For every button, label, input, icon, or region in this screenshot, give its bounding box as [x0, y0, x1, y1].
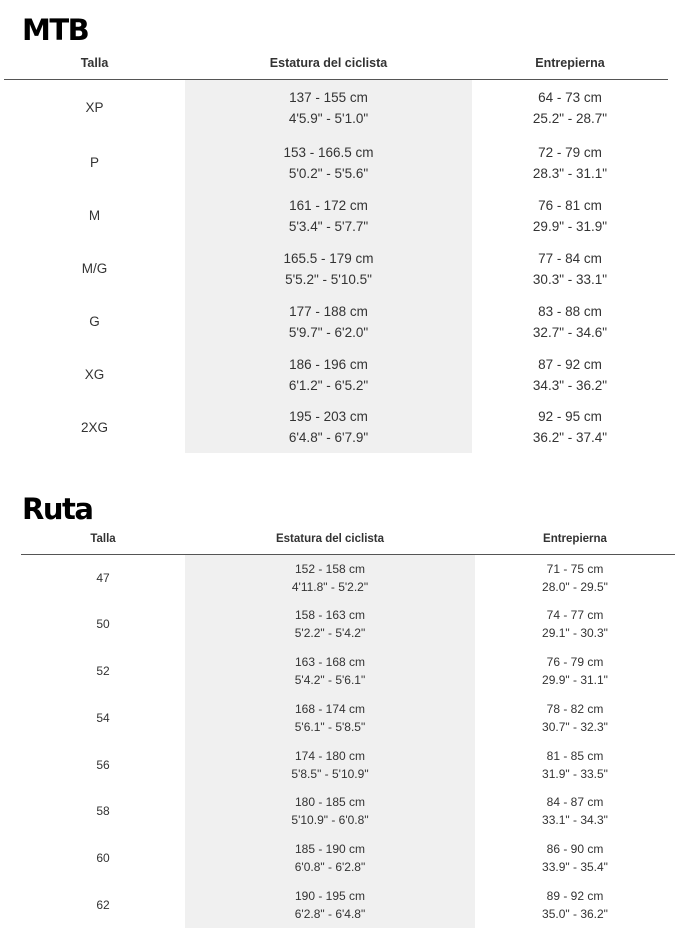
inseam-cm-value: 71 - 75 cm	[546, 561, 604, 576]
table-row	[21, 648, 675, 695]
table-row	[21, 694, 675, 741]
inseam-in-value: 29.9" - 31.1"	[542, 672, 608, 687]
header-inseam: Entrepierna	[535, 55, 605, 70]
table-header-row	[21, 525, 675, 554]
height-cm-value: 168 - 174 cm	[294, 701, 366, 716]
rider-height-cell	[185, 189, 472, 242]
rider-height-cell	[185, 694, 475, 741]
size-value: G	[89, 314, 100, 329]
size-cell	[21, 741, 185, 788]
height-ft-value: 5'4.2" - 5'6.1"	[294, 672, 366, 687]
size-value: 54	[96, 710, 110, 725]
ruta-size-table	[21, 525, 675, 928]
inseam-cell	[472, 242, 668, 295]
height-cm-value: 185 - 190 cm	[294, 842, 366, 857]
size-cell	[4, 295, 185, 348]
height-cm-value: 174 - 180 cm	[294, 748, 366, 763]
inseam-cell	[475, 694, 675, 741]
size-cell	[4, 189, 185, 242]
inseam-cm-value: 84 - 87 cm	[546, 795, 604, 810]
inseam-cell	[472, 295, 668, 348]
inseam-cell	[475, 788, 675, 835]
height-cm-value: 190 - 195 cm	[294, 888, 366, 903]
rider-height-cell	[185, 401, 472, 453]
inseam-cell	[475, 554, 675, 601]
size-cell	[21, 554, 185, 601]
height-cm-value: 165.5 - 179 cm	[283, 250, 374, 266]
header-size: Talla	[90, 533, 116, 546]
size-value: 2XG	[80, 419, 108, 435]
height-cm-value: 195 - 203 cm	[289, 409, 368, 424]
height-ft-value: 5'0.2" - 5'5.6"	[288, 165, 369, 181]
rider-height-cell	[185, 79, 472, 136]
inseam-cm-value: 64 - 73 cm	[538, 89, 602, 105]
size-cell	[4, 242, 185, 295]
header-inseam: Entrepierna	[543, 533, 607, 546]
height-ft-value: 6'4.8" - 6'7.9"	[288, 430, 369, 445]
rider-height-cell	[185, 242, 472, 295]
table-row	[21, 882, 675, 929]
size-value: 50	[96, 617, 110, 632]
size-cell	[21, 835, 185, 882]
ruta-section-title: Ruta	[22, 492, 93, 526]
height-ft-value: 4'5.9" - 5'1.0"	[288, 110, 369, 126]
inseam-cm-value: 78 - 82 cm	[546, 701, 604, 716]
table-row	[4, 242, 668, 295]
inseam-cell	[475, 648, 675, 695]
rider-height-cell	[185, 295, 472, 348]
inseam-cell	[475, 601, 675, 648]
height-ft-value: 5'10.9" - 6'0.8"	[291, 813, 369, 828]
size-cell	[21, 694, 185, 741]
inseam-cell	[472, 189, 668, 242]
height-cm-value: 158 - 163 cm	[294, 608, 366, 623]
inseam-in-value: 31.9" - 33.5"	[542, 766, 608, 781]
inseam-in-value: 29.1" - 30.3"	[542, 626, 608, 641]
inseam-cell	[472, 348, 668, 401]
size-cell	[4, 401, 185, 453]
rider-height-cell	[185, 348, 472, 401]
inseam-cm-value: 87 - 92 cm	[538, 356, 602, 372]
rider-height-cell	[185, 554, 475, 601]
header-rider-height: Estatura del ciclista	[275, 533, 385, 546]
height-ft-value: 6'1.2" - 6'5.2"	[288, 377, 369, 393]
size-value: P	[89, 155, 99, 170]
height-cm-value: 186 - 196 cm	[289, 356, 368, 372]
size-value: 56	[96, 757, 110, 772]
rider-height-cell	[185, 882, 475, 929]
inseam-in-value: 36.2" - 37.4"	[532, 430, 608, 445]
size-cell	[4, 348, 185, 401]
inseam-in-value: 28.0" - 29.5"	[542, 579, 608, 594]
size-cell	[4, 79, 185, 136]
inseam-in-value: 35.0" - 36.2"	[542, 906, 608, 921]
inseam-in-value: 30.7" - 32.3"	[542, 719, 608, 734]
table-row	[4, 295, 668, 348]
header-rider-height: Estatura del ciclista	[269, 55, 388, 70]
inseam-in-value: 29.9" - 31.9"	[532, 218, 608, 234]
height-ft-value: 5'9.7" - 6'2.0"	[288, 324, 369, 340]
height-ft-value: 4'11.8" - 5'2.2"	[291, 579, 369, 594]
rider-height-cell	[185, 648, 475, 695]
rider-height-cell	[185, 835, 475, 882]
height-ft-value: 5'5.2" - 5'10.5"	[285, 271, 372, 287]
inseam-cm-value: 72 - 79 cm	[538, 144, 602, 160]
size-value: 52	[96, 663, 110, 678]
inseam-cell	[472, 79, 668, 136]
height-ft-value: 5'3.4" - 5'7.7"	[288, 218, 369, 234]
size-cell	[4, 136, 185, 189]
table-row	[4, 189, 668, 242]
size-value: 60	[96, 851, 110, 866]
rider-height-cell	[185, 136, 472, 189]
header-size: Talla	[80, 55, 109, 70]
height-cm-value: 180 - 185 cm	[294, 795, 366, 810]
table-header-row	[4, 47, 668, 79]
rider-height-cell	[185, 601, 475, 648]
inseam-cell	[472, 401, 668, 453]
inseam-cell	[475, 835, 675, 882]
inseam-in-value: 33.9" - 35.4"	[542, 860, 608, 875]
inseam-cm-value: 89 - 92 cm	[546, 888, 604, 903]
inseam-cell	[475, 882, 675, 929]
inseam-cell	[472, 136, 668, 189]
height-ft-value: 6'0.8" - 6'2.8"	[294, 860, 366, 875]
rider-height-cell	[185, 788, 475, 835]
inseam-cm-value: 83 - 88 cm	[538, 303, 602, 319]
table-row	[4, 79, 668, 136]
inseam-in-value: 33.1" - 34.3"	[542, 813, 608, 828]
size-value: XP	[85, 100, 104, 116]
mtb-size-table	[4, 47, 668, 453]
table-row	[21, 788, 675, 835]
size-value: M/G	[81, 261, 108, 276]
inseam-cm-value: 77 - 84 cm	[538, 250, 602, 266]
table-row	[21, 835, 675, 882]
height-ft-value: 6'2.8" - 6'4.8"	[294, 906, 366, 921]
inseam-cell	[475, 741, 675, 788]
inseam-in-value: 25.2" - 28.7"	[532, 110, 608, 126]
inseam-cm-value: 81 - 85 cm	[546, 748, 604, 763]
inseam-cm-value: 76 - 81 cm	[538, 197, 602, 213]
inseam-in-value: 32.7" - 34.6"	[532, 324, 608, 340]
height-cm-value: 177 - 188 cm	[289, 303, 368, 319]
inseam-cm-value: 74 - 77 cm	[546, 608, 604, 623]
inseam-cm-value: 76 - 79 cm	[546, 654, 604, 669]
size-cell	[21, 882, 185, 929]
height-ft-value: 5'8.5" - 5'10.9"	[291, 766, 369, 781]
inseam-in-value: 30.3" - 33.1"	[532, 271, 608, 287]
size-cell	[21, 601, 185, 648]
height-cm-value: 163 - 168 cm	[294, 654, 366, 669]
table-row	[4, 348, 668, 401]
table-row	[4, 136, 668, 189]
height-cm-value: 137 - 155 cm	[289, 89, 368, 105]
mtb-section-title: MTB	[22, 13, 89, 47]
size-value: M	[88, 208, 101, 223]
inseam-in-value: 34.3" - 36.2"	[532, 377, 608, 393]
inseam-in-value: 28.3" - 31.1"	[532, 165, 608, 181]
table-row	[21, 741, 675, 788]
size-value: 62	[96, 897, 110, 912]
inseam-cm-value: 86 - 90 cm	[546, 842, 604, 857]
size-value: 47	[96, 570, 110, 585]
size-value: 58	[96, 804, 110, 819]
height-ft-value: 5'6.1" - 5'8.5"	[294, 719, 366, 734]
height-cm-value: 161 - 172 cm	[289, 197, 368, 213]
height-ft-value: 5'2.2" - 5'4.2"	[294, 626, 366, 641]
height-cm-value: 152 - 158 cm	[294, 561, 366, 576]
inseam-cm-value: 92 - 95 cm	[538, 409, 602, 424]
height-cm-value: 153 - 166.5 cm	[283, 144, 374, 160]
size-cell	[21, 788, 185, 835]
table-row	[4, 401, 668, 453]
table-row	[21, 601, 675, 648]
size-value: XG	[84, 367, 105, 382]
rider-height-cell	[185, 741, 475, 788]
table-row	[21, 554, 675, 601]
size-cell	[21, 648, 185, 695]
